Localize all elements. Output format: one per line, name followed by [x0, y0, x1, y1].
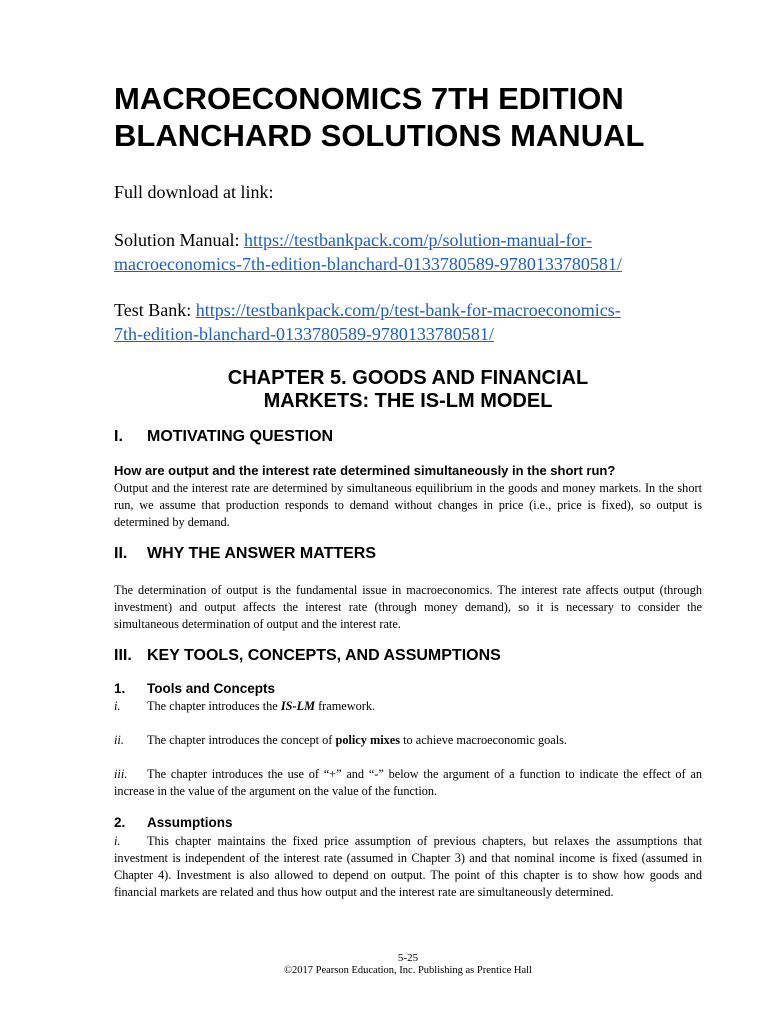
assumptions-item-1: i. This chapter maintains the fixed price assumption of previous chapters, but relaxes the assumptions that investment is independent of the interest rate (assumed in Chapter 3) and that nominal income is fixed (assumed in Chapter 4). Investment is also allowed to depend on output. The point of this chapter is to show how goods and financial markets are related and thus how output and the interest rate are simultaneously determined. [114, 834, 702, 899]
document-title [114, 80, 714, 154]
tools-item-2: ii. The chapter introduces the concept of policy mixes to achieve macroeconomic goals. [114, 733, 568, 747]
subsection-tools-heading: 1. Tools and Concepts [114, 681, 276, 696]
chapter-title-line-1: CHAPTER 5. GOODS AND FINANCIAL [227, 367, 589, 389]
section-3-heading: III. KEY TOOLS, CONCEPTS, AND ASSUMPTIONS [114, 647, 501, 664]
chapter-title-line-2: MARKETS: THE IS-LM MODEL [263, 390, 553, 412]
title-line-1: MACROECONOMICS 7TH EDITION [114, 81, 624, 116]
section-2-heading: II. WHY THE ANSWER MATTERS [114, 545, 377, 562]
test-bank-line [114, 298, 714, 346]
solution-manual-label: Solution Manual: [114, 230, 244, 250]
section-1-body: Output and the interest rate are determined by simultaneous equilibrium in the goods and money markets. In the short run, we assume that production responds to demand without changes in price (i.e., price is fixed), so output is determined by demand. [114, 481, 702, 529]
tools-item-3: iii. The chapter introduces the use of “+” and “-” below the argument of a function to indicate the effect of an increase in the value of the argument on the value of the function. [114, 767, 702, 798]
solution-manual-link[interactable]: https://testbankpack.com/p/solution-manual-for- macroeconomics-7th-edition-blanchard-0133780589-9780133780581/ [114, 230, 622, 274]
copyright-notice: ©2017 Pearson Education, Inc. Publishing as Prentice Hall [284, 965, 532, 976]
title-line-2: BLANCHARD SOLUTIONS MANUAL [114, 118, 645, 153]
download-text: Full download at link: [114, 182, 274, 202]
chapter-title [114, 367, 702, 413]
test-bank-link[interactable]: https://testbankpack.com/p/test-bank-for-macroeconomics- 7th-edition-blanchard-0133780589-9780133780581/ [114, 300, 621, 344]
section-1-heading: I. MOTIVATING QUESTION [114, 428, 334, 445]
subsection-assumptions-heading: 2. Assumptions [114, 815, 233, 830]
motivating-question: How are output and the interest rate determined simultaneously in the short run? [114, 463, 616, 478]
test-bank-label: Test Bank: [114, 300, 196, 320]
section-2-body: The determination of output is the fundamental issue in macroeconomics. The interest rate affects output (through investment) and output affects the interest rate (through money demand), so it is necessary to consider the simultaneous determination of output and the interest rate. [114, 583, 702, 631]
page-number: 5-25 [397, 952, 419, 964]
solution-manual-line [114, 228, 714, 276]
tools-item-1: i. The chapter introduces the IS-LM framework. [114, 699, 376, 713]
